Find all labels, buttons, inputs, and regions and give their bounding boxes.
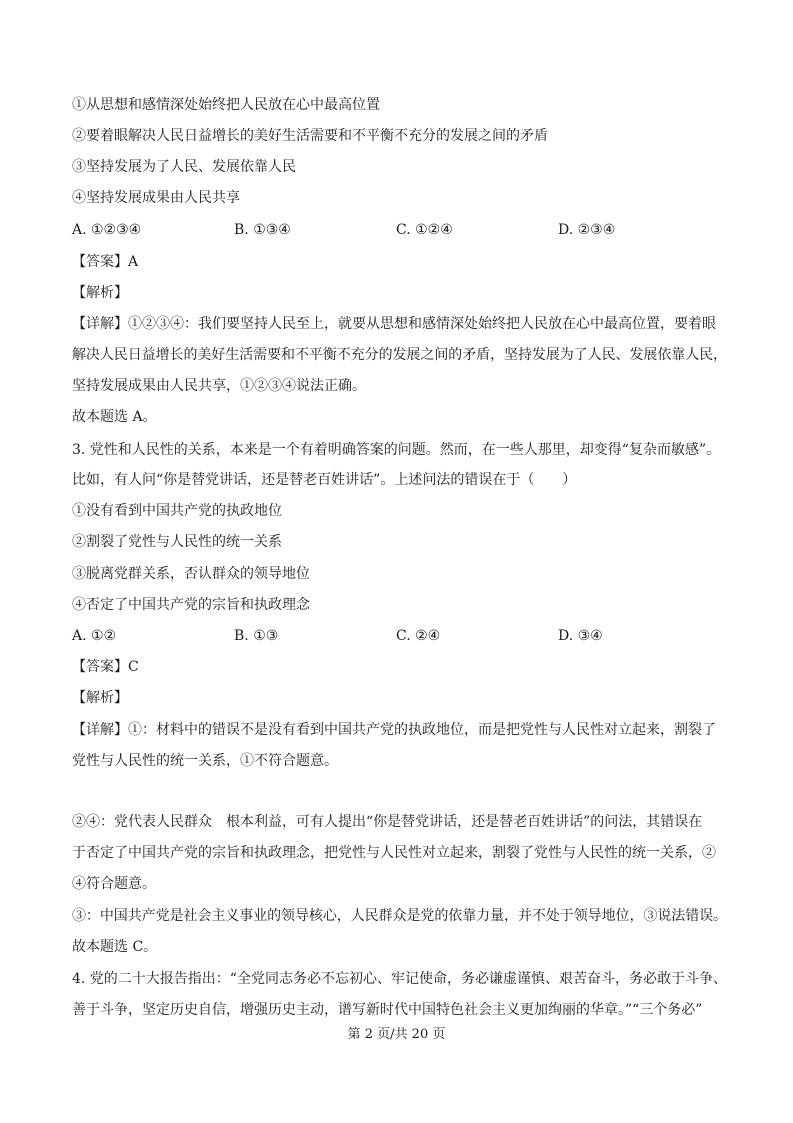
q2-conclusion: 故本题选 A。: [72, 409, 157, 425]
answer-label: 【答案】: [72, 254, 128, 270]
answer-value: C: [128, 659, 139, 675]
q2-item-3: ③坚持发展为了人民、发展依靠人民: [72, 159, 296, 175]
q2-option-a: A. ①②③④: [72, 222, 142, 238]
q2-item-4: ④坚持发展成果由人民共享: [72, 190, 240, 206]
q3-answer: [72, 657, 727, 677]
q3-detail1-line-2: 党性与人民性的统一关系，①不符合题意。: [72, 753, 338, 769]
q3-detail2-line-1: ②④：党代表人民群众 根本利益，可有人提出“你是替党讲话，还是替老百姓讲话”的问法，其错误在: [72, 814, 703, 830]
q2-answer: [72, 252, 727, 272]
q3-item-4: ④否定了中国共产党的宗旨和执政理念: [72, 597, 310, 613]
q4-stem-line-1: 4. 党的二十大报告指出：“全党同志务必不忘初心、牢记使命，务必谦虚谨慎、艰苦奋斗，务必敢于斗争、: [72, 971, 727, 987]
q3-detail2-line-3: ④符合题意。: [72, 876, 156, 892]
q3-conclusion: 故本题选 C。: [72, 939, 158, 955]
page-number-footer: 第 2 页/共 20 页: [347, 1027, 446, 1042]
q3-detail1-line-1: 【详解】①：材料中的错误不是没有看到中国共产党的执政地位，而是把党性与人民性对立起来，割裂了: [72, 722, 716, 738]
q4-stem-line-2: 善于斗争，坚定历史自信，增强历史主动，谱写新时代中国特色社会主义更加绚丽的华章。”“三个务必”: [72, 1002, 703, 1018]
q2-detail-line-1: 【详解】①②③④：我们要坚持人民至上，就要从思想和感情深处始终把人民放在心中最高位置，要着眼: [72, 316, 716, 332]
answer-label: 【答案】: [72, 659, 128, 675]
q2-analysis-label: 【解析】: [72, 285, 128, 301]
q3-option-d: D. ③④: [558, 628, 603, 644]
q2-detail-line-2: 解决人民日益增长的美好生活需要和不平衡不充分的发展之间的矛盾，坚持发展为了人民、发展依靠人民，: [72, 347, 727, 363]
q3-item-2: ②割裂了党性与人民性的统一关系: [72, 534, 282, 550]
q3-analysis-label: 【解析】: [72, 690, 128, 706]
q2-option-c: C. ①②④: [396, 222, 453, 238]
q2-item-2: ②要着眼解决人民日益增长的美好生活需要和不平衡不充分的发展之间的矛盾: [72, 128, 548, 144]
q3-option-c: C. ②④: [396, 628, 441, 644]
q3-stem-line-1: 3. 党性和人民性的关系，本来是一个有着明确答案的问题。然而，在一些人那里，却变得“复杂而敏感”。: [72, 442, 721, 458]
q2-option-b: B. ①③④: [234, 222, 291, 238]
answer-value: A: [128, 254, 139, 270]
q3-option-b: B. ①③: [234, 628, 279, 644]
q3-item-1: ①没有看到中国共产党的执政地位: [72, 503, 282, 519]
q3-detail3: ③：中国共产党是社会主义事业的领导核心，人民群众是党的依靠力量，并不处于领导地位，③说法错误。: [72, 908, 727, 924]
q3-stem-line-2: 比如，有人问“你是替党讲话，还是替老百姓讲话”。上述问法的错误在于（ ）: [72, 472, 577, 488]
q2-option-d: D. ②③④: [558, 222, 616, 238]
q3-item-3: ③脱离党群关系，否认群众的领导地位: [72, 566, 310, 582]
q3-detail2-line-2: 于否定了中国共产党的宗旨和执政理念，把党性与人民性对立起来，割裂了党性与人民性的统一关系，②: [72, 845, 716, 861]
q2-detail-line-3: 坚持发展成果由人民共享，①②③④说法正确。: [72, 378, 366, 394]
q3-option-a: A. ①②: [72, 628, 117, 644]
q2-item-1: ①从思想和感情深处始终把人民放在心中最高位置: [72, 97, 380, 113]
